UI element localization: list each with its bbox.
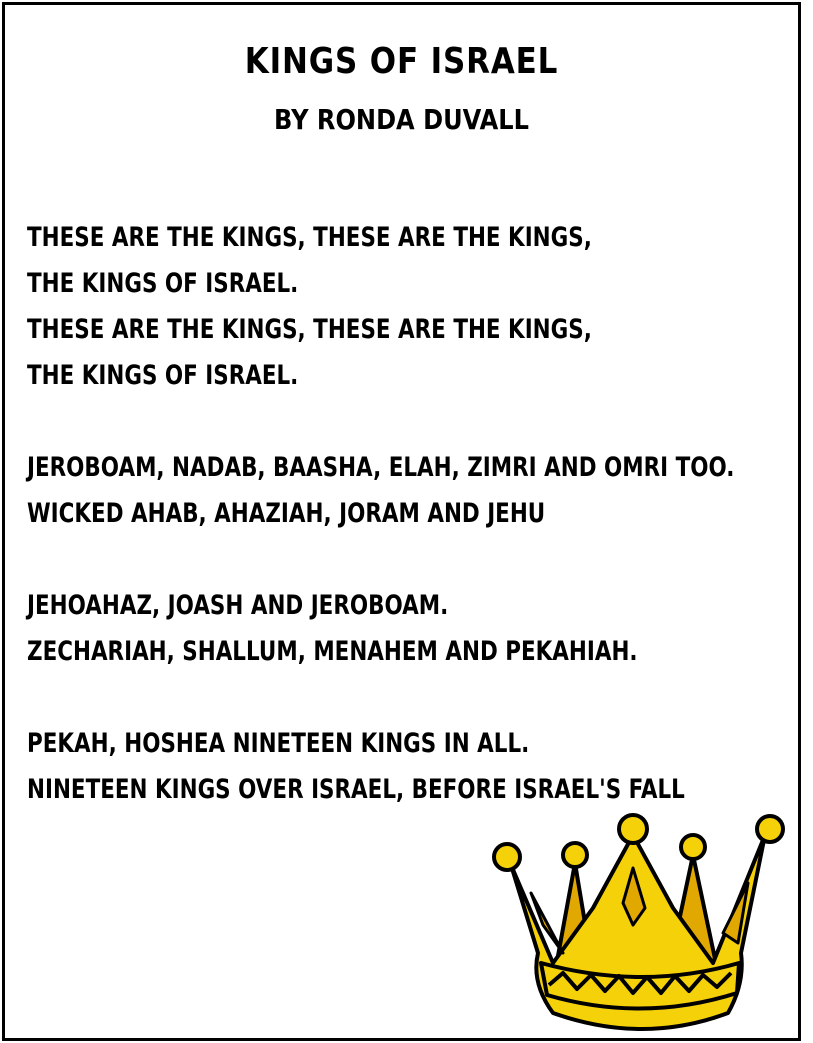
poem-line: JEHOAHAZ, JOASH AND JEROBOAM. (27, 590, 449, 621)
poem-title: KINGS OF ISRAEL (244, 41, 559, 82)
stanza-1 (27, 215, 743, 399)
poem-line: THE KINGS OF ISRAEL. (27, 360, 299, 391)
stanza-4 (27, 721, 743, 813)
crown-icon (483, 813, 793, 1038)
poem-page (2, 2, 801, 1041)
poem-line: THESE ARE THE KINGS, THESE ARE THE KINGS, (27, 314, 592, 345)
poem-body (27, 215, 743, 859)
author-line: BY RONDA DUVALL (274, 103, 529, 136)
stanza-2 (27, 445, 743, 537)
stanza-3 (27, 583, 743, 675)
poem-line: ZECHARIAH, SHALLUM, MENAHEM AND PEKAHIAH. (27, 636, 638, 667)
poem-line: THE KINGS OF ISRAEL. (27, 268, 299, 299)
poem-line: WICKED AHAB, AHAZIAH, JORAM AND JEHU (27, 498, 546, 529)
poem-line: JEROBOAM, NADAB, BAASHA, ELAH, ZIMRI AND OMRI TOO. (27, 452, 735, 483)
poem-line: THESE ARE THE KINGS, THESE ARE THE KINGS, (27, 222, 592, 253)
poem-line: PEKAH, HOSHEA NINETEEN KINGS IN ALL. (27, 728, 530, 759)
poem-line: NINETEEN KINGS OVER ISRAEL, BEFORE ISRAEL'S FALL (27, 774, 685, 805)
